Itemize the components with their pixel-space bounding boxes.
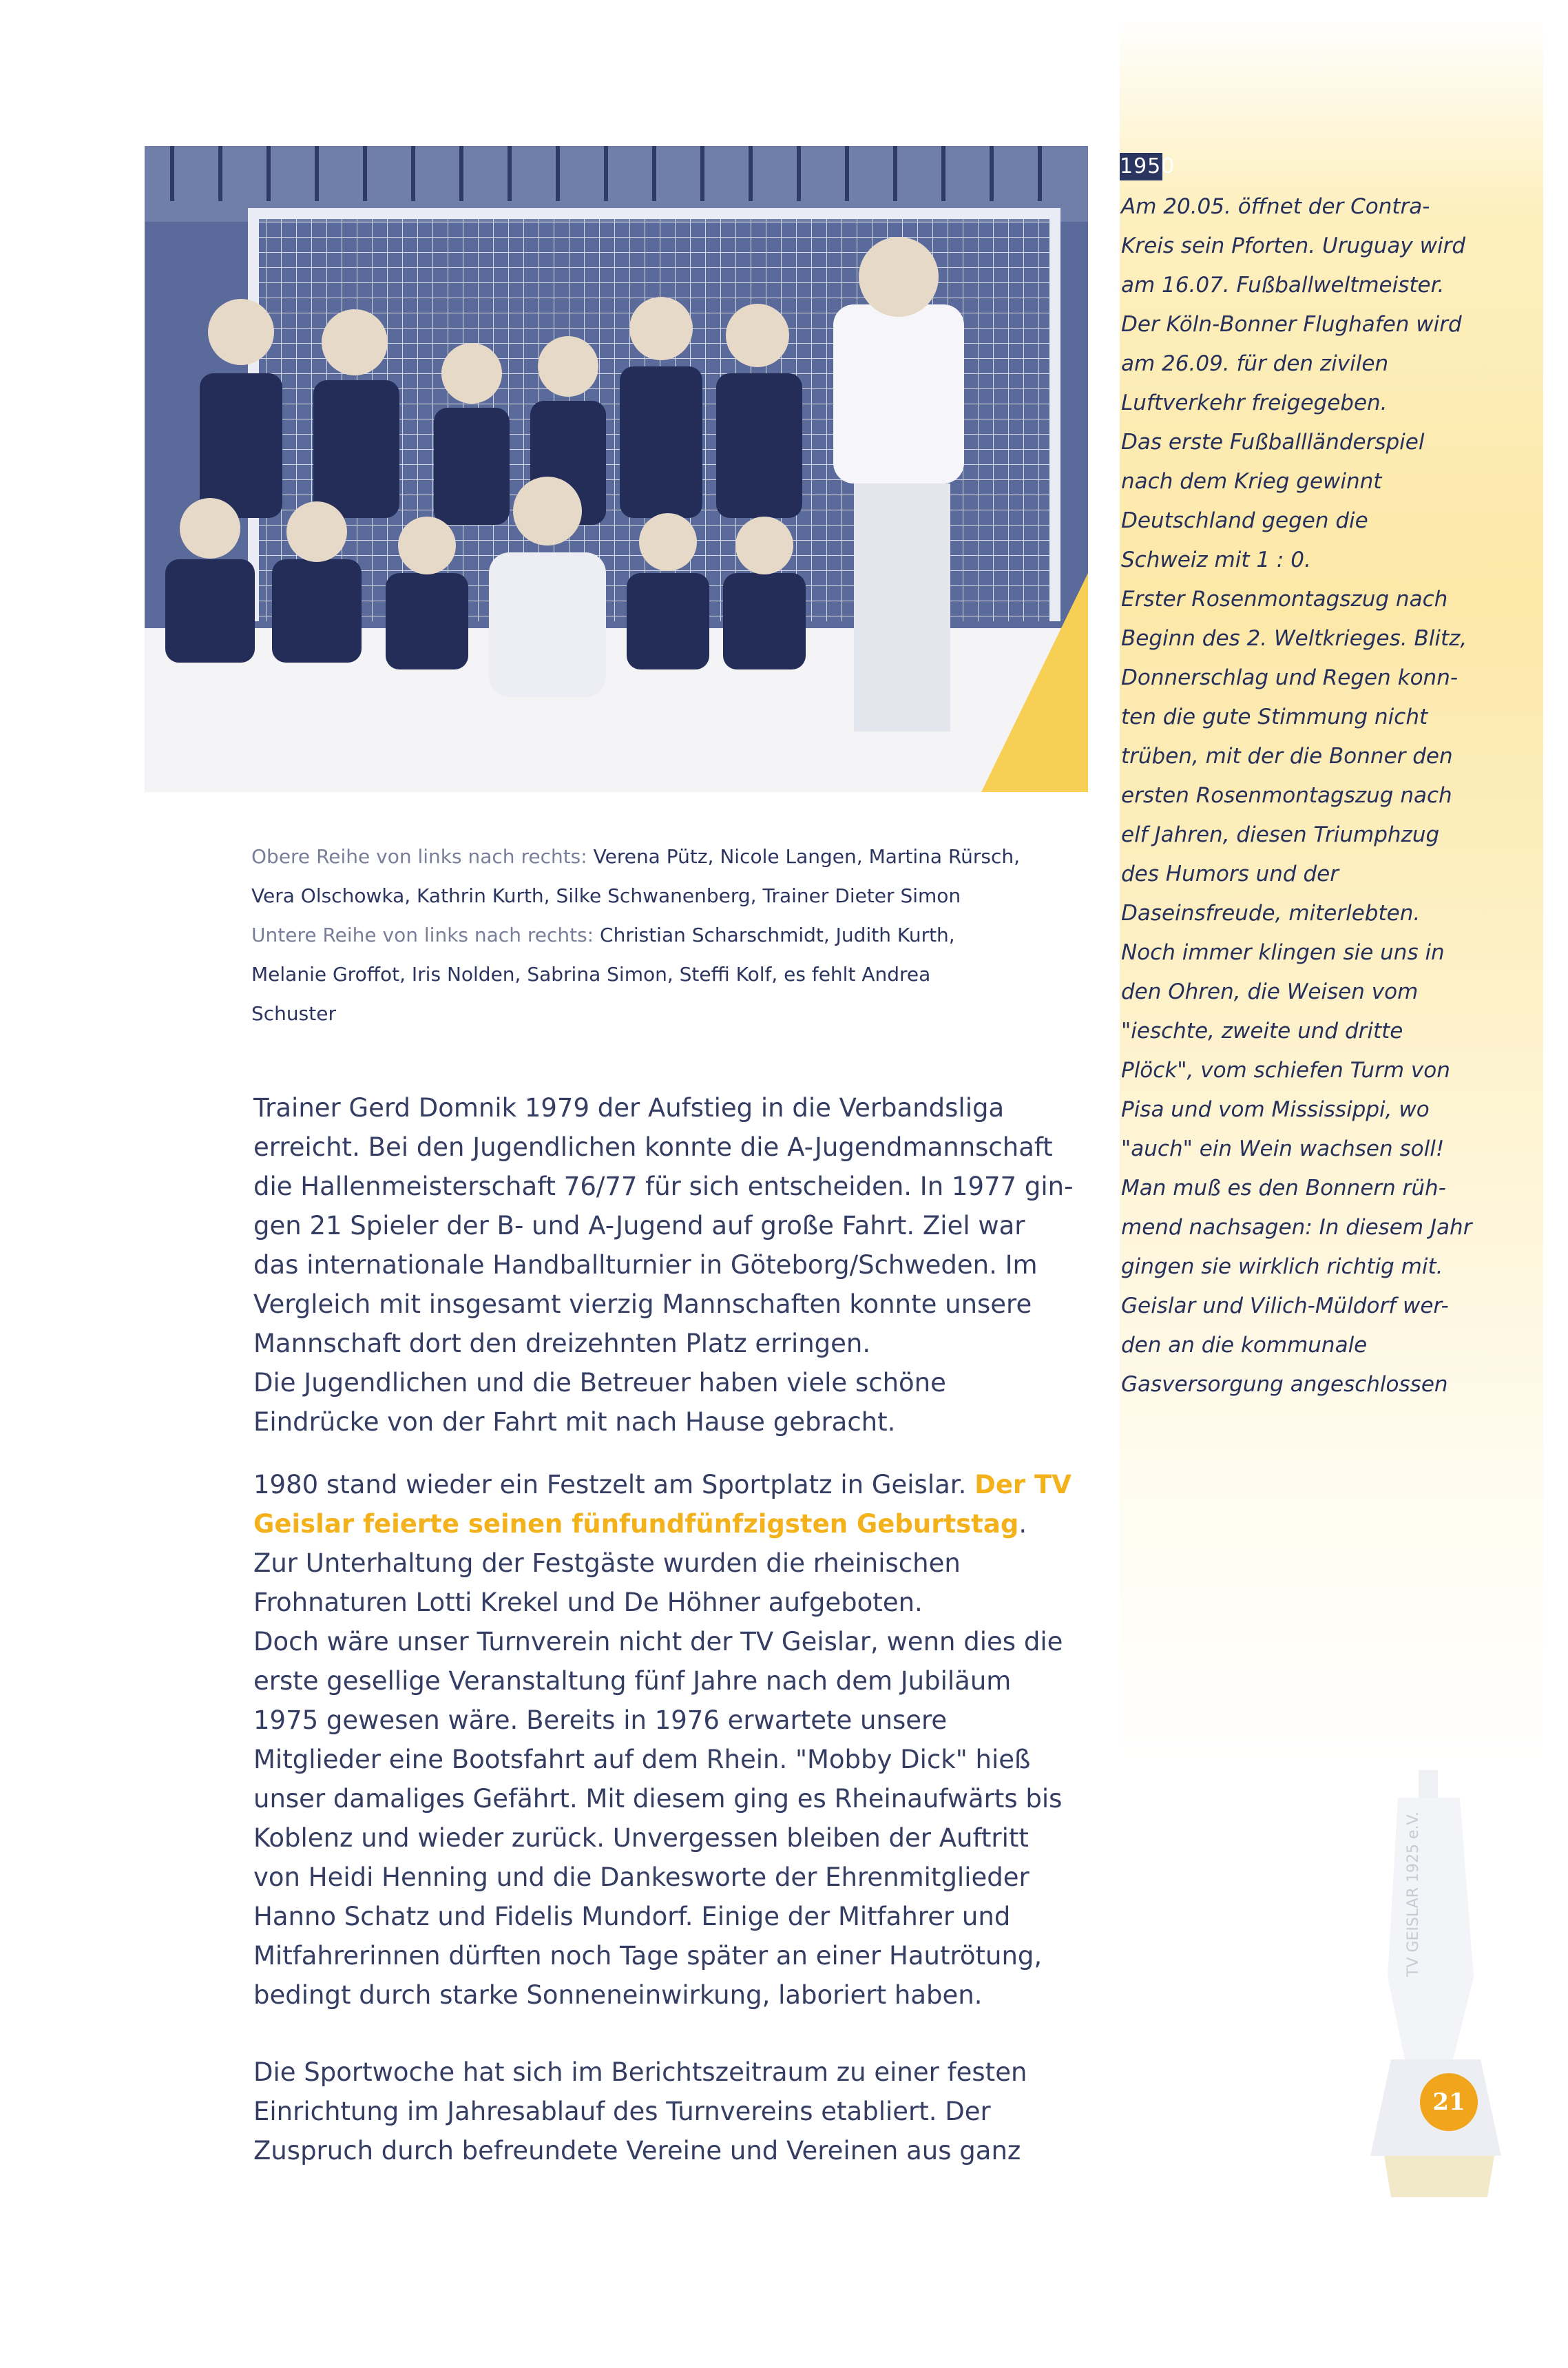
sidebar-timeline-text — [1121, 187, 1534, 1404]
body-paragraph — [253, 1465, 1100, 2015]
sidebar-line: am 26.09. für den zivilen — [1121, 351, 1389, 376]
body-paragraph — [253, 1088, 1100, 1442]
sidebar-line: Pisa und vom Mississippi, wo — [1121, 1097, 1430, 1122]
text-line: Die Sportwoche hat sich im Berichtszeitraum zu einer festen — [253, 2057, 1027, 2087]
sidebar-line: Kreis sein Pforten. Uruguay wird — [1121, 233, 1465, 258]
sidebar-line: Deutschland gegen die — [1121, 508, 1368, 533]
text-segment: . — [1018, 1509, 1027, 1539]
sidebar-line: "ieschte, zweite und dritte — [1121, 1019, 1403, 1043]
body-paragraph — [253, 2053, 1100, 2170]
text-line: das internationale Handballturnier in Göteborg/Schweden. Im — [253, 1250, 1038, 1280]
caption-names: Christian Scharschmidt, Judith Kurth, — [600, 924, 955, 946]
sidebar-line: mend nachsagen: In diesem Jahr — [1121, 1215, 1472, 1240]
text-line: gen 21 Spieler der B- und A-Jugend auf große Fahrt. Ziel war — [253, 1211, 1025, 1240]
text-line: Hanno Schatz und Fidelis Mundorf. Einige der Mitfahrer und — [253, 1902, 1011, 1931]
sidebar-line: ersten Rosenmontagszug nach — [1121, 783, 1452, 808]
page-number-badge: 21 — [1420, 2073, 1478, 2131]
year-badge: 1950 — [1120, 153, 1162, 180]
caption-label: Obere Reihe von links nach rechts: — [251, 845, 594, 868]
sidebar-line: Daseinsfreude, miterlebten. — [1121, 901, 1421, 926]
caption-line: Schuster — [251, 1002, 336, 1025]
caption-names: Verena Pütz, Nicole Langen, Martina Rürsch, — [593, 845, 1021, 868]
text-line: Eindrücke von der Fahrt mit nach Hause gebracht. — [253, 1407, 896, 1437]
text-line: Mitglieder eine Bootsfahrt auf dem Rhein. "Mobby Dick" hieß — [253, 1745, 1031, 1774]
sidebar-line: am 16.07. Fußballweltmeister. — [1121, 273, 1445, 298]
sidebar-line: Man muß es den Bonnern rüh- — [1121, 1176, 1446, 1201]
sidebar-line: Das erste Fußballländerspiel — [1121, 430, 1425, 455]
text-line: Einrichtung im Jahresablauf des Turnvereins etabliert. Der — [253, 2097, 991, 2126]
sidebar-line: den an die kommunale — [1121, 1333, 1368, 1358]
text-line: Vergleich mit insgesamt vierzig Mannschaften konnte unsere — [253, 1289, 1032, 1319]
sidebar-line: "auch" ein Wein wachsen soll! — [1121, 1136, 1445, 1161]
sidebar-line: Erster Rosenmontagszug nach — [1121, 587, 1448, 612]
sidebar-line: ten die gute Stimmung nicht — [1121, 705, 1428, 729]
text-line — [253, 1465, 1100, 1504]
sidebar-line: Beginn des 2. Weltkrieges. Blitz, — [1121, 626, 1467, 651]
text-line: Die Jugendlichen und die Betreuer haben viele schöne — [253, 1368, 946, 1398]
caption-line: Vera Olschowka, Kathrin Kurth, Silke Schwanenberg, Trainer Dieter Simon — [251, 884, 961, 907]
sidebar-line: des Humors und der — [1121, 862, 1339, 886]
caption-line — [251, 837, 1091, 876]
sidebar-line: elf Jahren, diesen Triumphzug — [1121, 822, 1440, 847]
sidebar-line: Plöck", vom schiefen Turm von — [1121, 1058, 1450, 1083]
text-line: Mannschaft dort den dreizehnten Platz erringen. — [253, 1329, 871, 1358]
sidebar-line: den Ohren, die Weisen vom — [1121, 979, 1419, 1004]
highlight-text: Der TV — [974, 1470, 1072, 1499]
text-line: unser damaliges Gefährt. Mit diesem ging es Rheinaufwärts bis — [253, 1784, 1063, 1814]
text-line: bedingt durch starke Sonneneinwirkung, laboriert haben. — [253, 1980, 983, 2010]
sidebar-line: Gasversorgung angeschlossen — [1121, 1372, 1448, 1397]
trophy-watermark-icon — [1370, 1770, 1508, 2197]
text-line: Zur Unterhaltung der Festgäste wurden die rheinischen — [253, 1548, 961, 1578]
text-segment: 1980 stand wieder ein Festzelt am Sportplatz in Geislar. — [253, 1470, 975, 1499]
text-line: Doch wäre unser Turnverein nicht der TV Geislar, wenn dies die — [253, 1627, 1063, 1656]
sidebar-line: Schweiz mit 1 : 0. — [1121, 548, 1311, 572]
sidebar-line: Der Köln-Bonner Flughafen wird — [1121, 312, 1462, 337]
text-line: Mitfahrerinnen dürften noch Tage später an einer Hautrötung, — [253, 1941, 1043, 1971]
text-line: Frohnaturen Lotti Krekel und De Höhner aufgeboten. — [253, 1588, 923, 1617]
caption-label: Untere Reihe von links nach rechts: — [251, 924, 600, 946]
text-line: die Hallenmeisterschaft 76/77 für sich entscheiden. In 1977 gin- — [253, 1172, 1074, 1201]
club-vertical-label: TV GEISLAR 1925 e.V. — [1405, 1811, 1422, 1977]
sidebar-line: Geislar und Vilich-Müldorf wer- — [1121, 1294, 1449, 1318]
caption-line: Melanie Groffot, Iris Nolden, Sabrina Simon, Steffi Kolf, es fehlt Andrea — [251, 963, 931, 986]
sidebar-line: Noch immer klingen sie uns in — [1121, 940, 1445, 965]
text-line: Koblenz und wieder zurück. Unvergessen bleiben der Auftritt — [253, 1823, 1029, 1853]
text-line: 1975 gewesen wäre. Bereits in 1976 erwartete unsere — [253, 1705, 948, 1735]
team-photo-illustration — [145, 146, 1088, 792]
team-photo — [145, 146, 1088, 792]
text-line: Trainer Gerd Domnik 1979 der Aufstieg in die Verbandsliga — [253, 1093, 1005, 1123]
photo-caption — [251, 837, 1091, 1033]
sidebar-line: Am 20.05. öffnet der Contra- — [1121, 194, 1430, 219]
sidebar-line: gingen sie wirklich richtig mit. — [1121, 1254, 1443, 1279]
sidebar-line: Luftverkehr freigegeben. — [1121, 391, 1388, 415]
sidebar-line: trüben, mit der die Bonner den — [1121, 744, 1453, 769]
text-line — [253, 1504, 1100, 1544]
text-line: erreicht. Bei den Jugendlichen konnte die A-Jugendmannschaft — [253, 1132, 1053, 1162]
text-line: von Heidi Henning und die Dankesworte der Ehrenmitglieder — [253, 1862, 1029, 1892]
caption-line — [251, 915, 1091, 955]
sidebar-line: nach dem Krieg gewinnt — [1121, 469, 1382, 494]
highlight-text: Geislar feierte seinen fünfundfünfzigsten Geburtstag — [253, 1509, 1019, 1539]
sidebar-line: Donnerschlag und Regen konn- — [1121, 665, 1459, 690]
text-line: erste gesellige Veranstaltung fünf Jahre nach dem Jubiläum — [253, 1666, 1012, 1696]
text-line: Zuspruch durch befreundete Vereine und Vereinen aus ganz — [253, 2136, 1021, 2166]
